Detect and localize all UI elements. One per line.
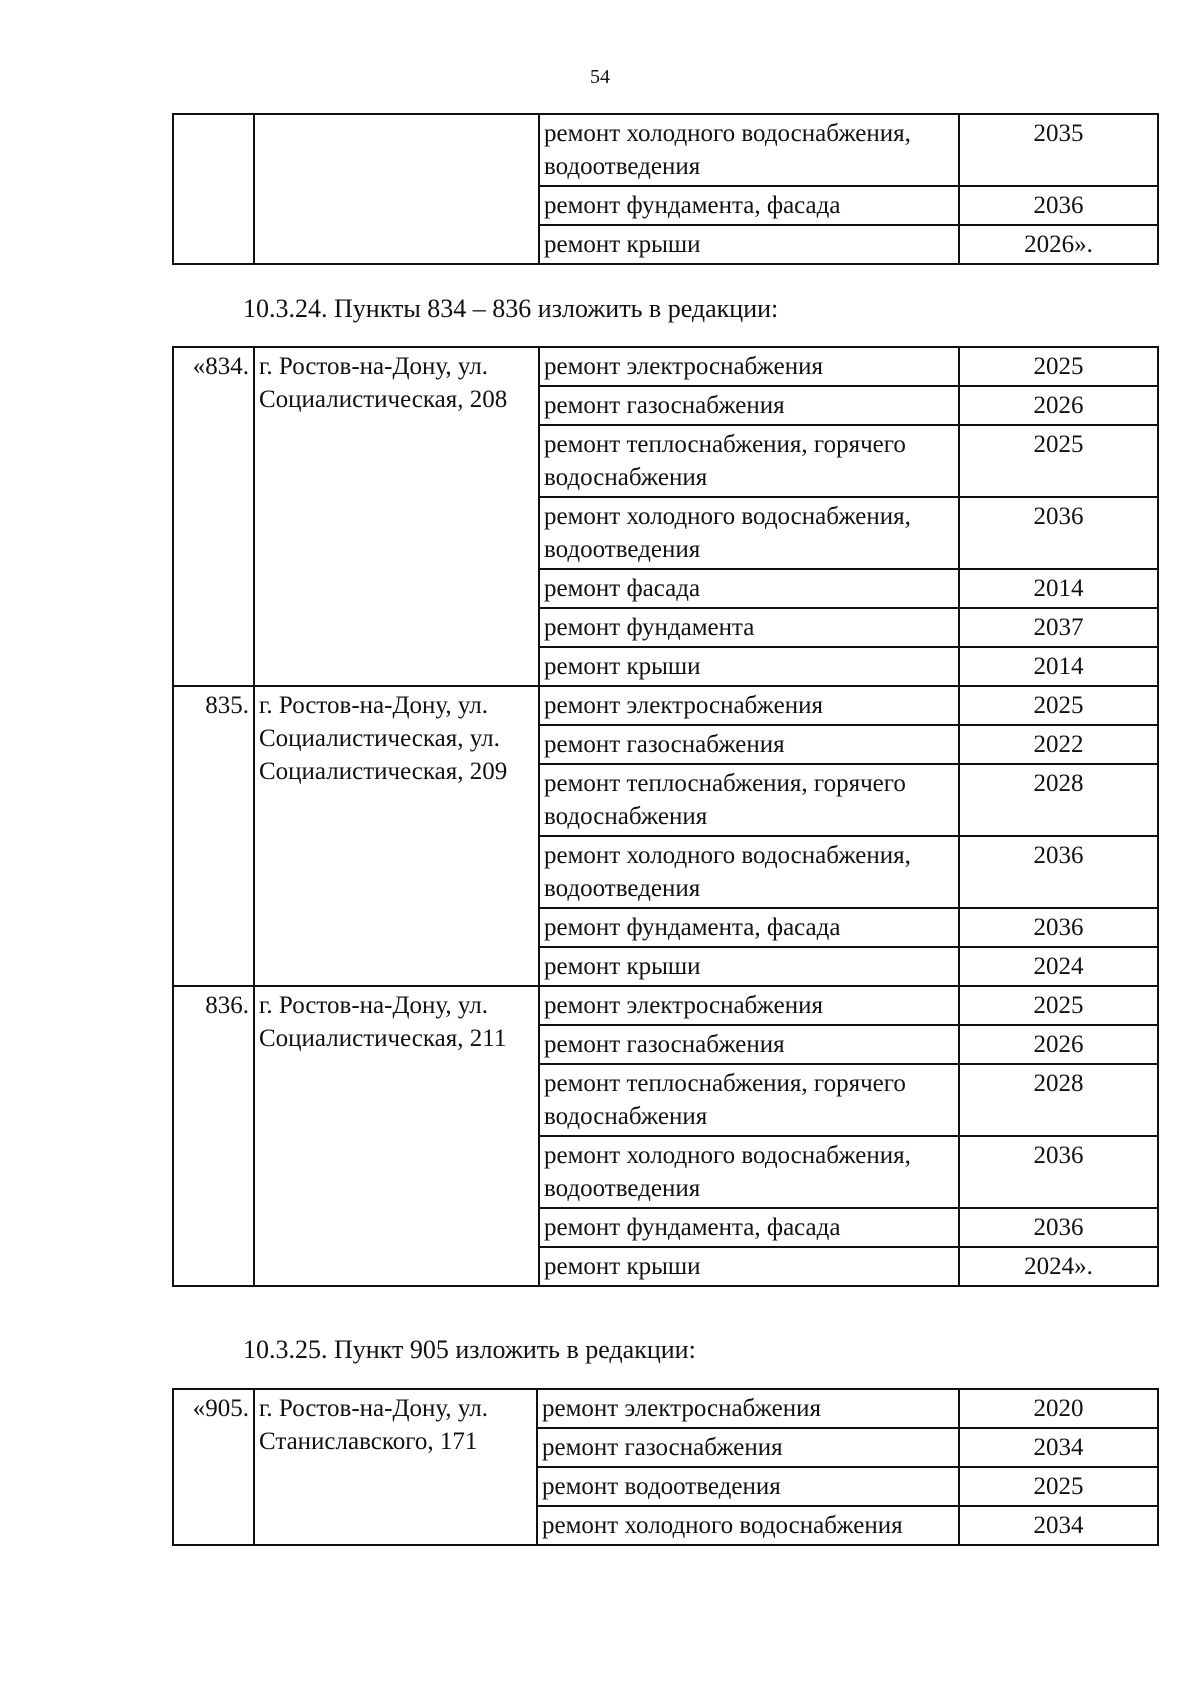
- table-continued: [172, 113, 1159, 265]
- work-cell: ремонт фундамента, фасада: [539, 908, 959, 947]
- year-cell: 2026».: [959, 225, 1158, 264]
- paragraph-834-836: 10.3.24. Пункты 834 – 836 изложить в редакции:: [243, 294, 779, 323]
- table-row: [173, 347, 1158, 386]
- year-cell: 2026: [959, 1025, 1158, 1064]
- work-cell: ремонт фундамента, фасада: [539, 1208, 959, 1247]
- item-number: 836.: [173, 986, 254, 1286]
- year-cell: 2024: [959, 947, 1158, 986]
- work-cell: ремонт фундамента, фасада: [539, 186, 959, 225]
- year-cell: 2028: [959, 764, 1158, 836]
- table-row: [173, 114, 1158, 186]
- year-cell: 2025: [959, 986, 1158, 1025]
- year-cell: 2025: [959, 425, 1158, 497]
- year-cell: 2036: [959, 1208, 1158, 1247]
- year-cell: 2037: [959, 608, 1158, 647]
- work-cell: ремонт газоснабжения: [539, 1025, 959, 1064]
- paragraph-905: 10.3.25. Пункт 905 изложить в редакции:: [243, 1335, 696, 1364]
- item-number: 835.: [173, 686, 254, 986]
- table-item-905: [172, 1388, 1159, 1546]
- work-cell: ремонт холодного водоснабжения, водоотведения: [539, 497, 959, 569]
- work-cell: ремонт холодного водоснабжения, водоотведения: [539, 836, 959, 908]
- address-cell: г. Ростов-на-Дону, ул. Социалистическая, 211: [254, 986, 539, 1286]
- year-cell: 2036: [959, 186, 1158, 225]
- year-cell: 2014: [959, 569, 1158, 608]
- year-cell: 2028: [959, 1064, 1158, 1136]
- work-cell: ремонт теплоснабжения, горячего водоснабжения: [539, 1064, 959, 1136]
- work-cell: ремонт крыши: [539, 947, 959, 986]
- item-number-cell: [173, 114, 254, 264]
- work-cell: ремонт фундамента: [539, 608, 959, 647]
- year-cell: 2025: [959, 1467, 1158, 1506]
- work-cell: ремонт крыши: [539, 1247, 959, 1286]
- work-cell: ремонт электроснабжения: [539, 347, 959, 386]
- year-cell: 2036: [959, 497, 1158, 569]
- work-cell: ремонт крыши: [539, 225, 959, 264]
- work-cell: ремонт холодного водоснабжения, водоотведения: [539, 114, 959, 186]
- year-cell: 2034: [959, 1428, 1158, 1467]
- year-cell: 2034: [959, 1506, 1158, 1545]
- work-cell: ремонт холодного водоснабжения: [537, 1506, 959, 1545]
- year-cell: 2025: [959, 686, 1158, 725]
- work-cell: ремонт газоснабжения: [539, 725, 959, 764]
- table-items-834-836: [172, 346, 1159, 1287]
- address-cell: г. Ростов-на-Дону, ул. Социалистическая, ул. Социалистическая, 209: [254, 686, 539, 986]
- work-cell: ремонт фасада: [539, 569, 959, 608]
- table-row: [173, 686, 1158, 725]
- item-number: «834.: [173, 347, 254, 686]
- year-cell: 2020: [959, 1389, 1158, 1428]
- address-cell: г. Ростов-на-Дону, ул. Социалистическая, 208: [254, 347, 539, 686]
- work-cell: ремонт теплоснабжения, горячего водоснабжения: [539, 425, 959, 497]
- work-cell: ремонт газоснабжения: [537, 1428, 959, 1467]
- year-cell: 2026: [959, 386, 1158, 425]
- year-cell: 2014: [959, 647, 1158, 686]
- work-cell: ремонт электроснабжения: [537, 1389, 959, 1428]
- item-number: «905.: [173, 1389, 254, 1545]
- year-cell: 2035: [959, 114, 1158, 186]
- year-cell: 2036: [959, 836, 1158, 908]
- year-cell: 2024».: [959, 1247, 1158, 1286]
- address-cell: [254, 114, 539, 264]
- year-cell: 2022: [959, 725, 1158, 764]
- work-cell: ремонт электроснабжения: [539, 686, 959, 725]
- year-cell: 2036: [959, 908, 1158, 947]
- work-cell: ремонт теплоснабжения, горячего водоснабжения: [539, 764, 959, 836]
- year-cell: 2025: [959, 347, 1158, 386]
- work-cell: ремонт газоснабжения: [539, 386, 959, 425]
- work-cell: ремонт крыши: [539, 647, 959, 686]
- page-number: 54: [590, 66, 610, 88]
- work-cell: ремонт водоотведения: [537, 1467, 959, 1506]
- work-cell: ремонт холодного водоснабжения, водоотведения: [539, 1136, 959, 1208]
- year-cell: 2036: [959, 1136, 1158, 1208]
- work-cell: ремонт электроснабжения: [539, 986, 959, 1025]
- table-row: [173, 1389, 1158, 1428]
- table-row: [173, 986, 1158, 1025]
- address-cell: г. Ростов-на-Дону, ул. Станиславского, 171: [254, 1389, 537, 1545]
